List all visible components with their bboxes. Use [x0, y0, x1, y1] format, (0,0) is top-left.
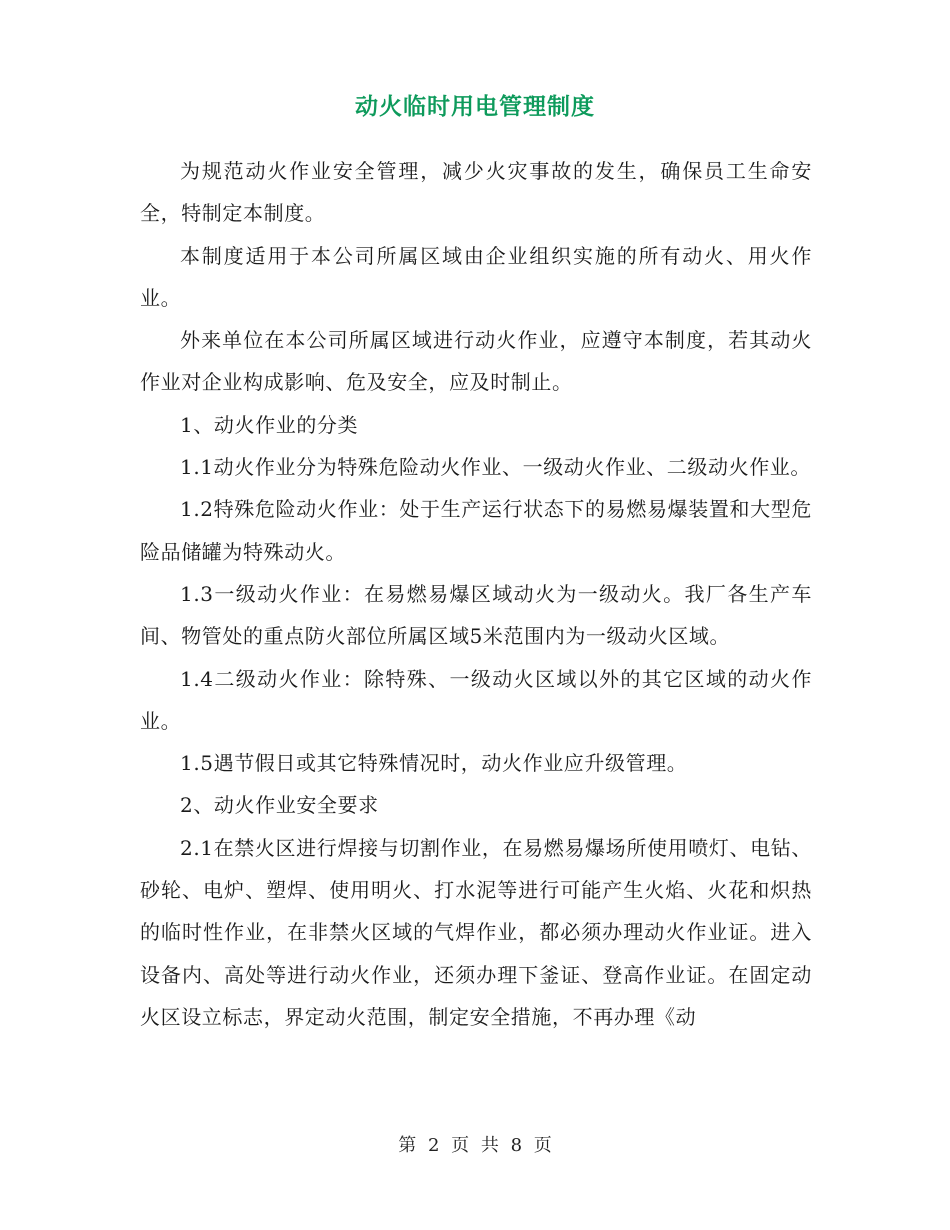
paragraph: 本制度适用于本公司所属区域由企业组织实施的所有动火、用火作业。 — [140, 243, 812, 310]
paragraph: 为规范动火作业安全管理，减少火灾事故的发生，确保员工生命安全，特制定本制度。 — [140, 159, 812, 226]
document-body — [140, 150, 812, 1038]
paragraph: 1.4二级动火作业：除特殊、一级动火区域以外的其它区域的动火作业。 — [140, 666, 812, 733]
paragraph: 2.1在禁火区进行焊接与切割作业，在易燃易爆场所使用喷灯、电钻、砂轮、电炉、塑焊、使用明火、打水泥等进行可能产生火焰、火花和炽热的临时性作业，在非禁火区域的气焊作业，都必须办理动火作业证。进入设备内、高处等进行动火作业，还须办理下釜证、登高作业证。在固定动火区设立标志，界定动火范围，制定安全措施，不再办理《动 — [140, 835, 812, 1029]
section-heading: 2、动火作业安全要求 — [180, 793, 379, 818]
section-heading: 1、动火作业的分类 — [180, 412, 359, 437]
paragraph: 外来单位在本公司所属区域进行动火作业，应遵守本制度，若其动火作业对企业构成影响、危及安全，应及时制止。 — [140, 328, 812, 395]
paragraph: 1.2特殊危险动火作业：处于生产运行状态下的易燃易爆装置和大型危险品储罐为特殊动火。 — [140, 497, 812, 564]
paragraph: 1.1动火作业分为特殊危险动火作业、一级动火作业、二级动火作业。 — [180, 455, 812, 480]
page-number-footer: 第 2 页 共 8 页 — [398, 1135, 552, 1156]
paragraph: 1.3一级动火作业：在易燃易爆区域动火为一级动火。我厂各生产车间、物管处的重点防火部位所属区域5米范围内为一级动火区域。 — [140, 581, 812, 649]
document-title: 动火临时用电管理制度 — [355, 94, 595, 120]
paragraph: 1.5遇节假日或其它特殊情况时，动火作业应升级管理。 — [180, 751, 688, 776]
